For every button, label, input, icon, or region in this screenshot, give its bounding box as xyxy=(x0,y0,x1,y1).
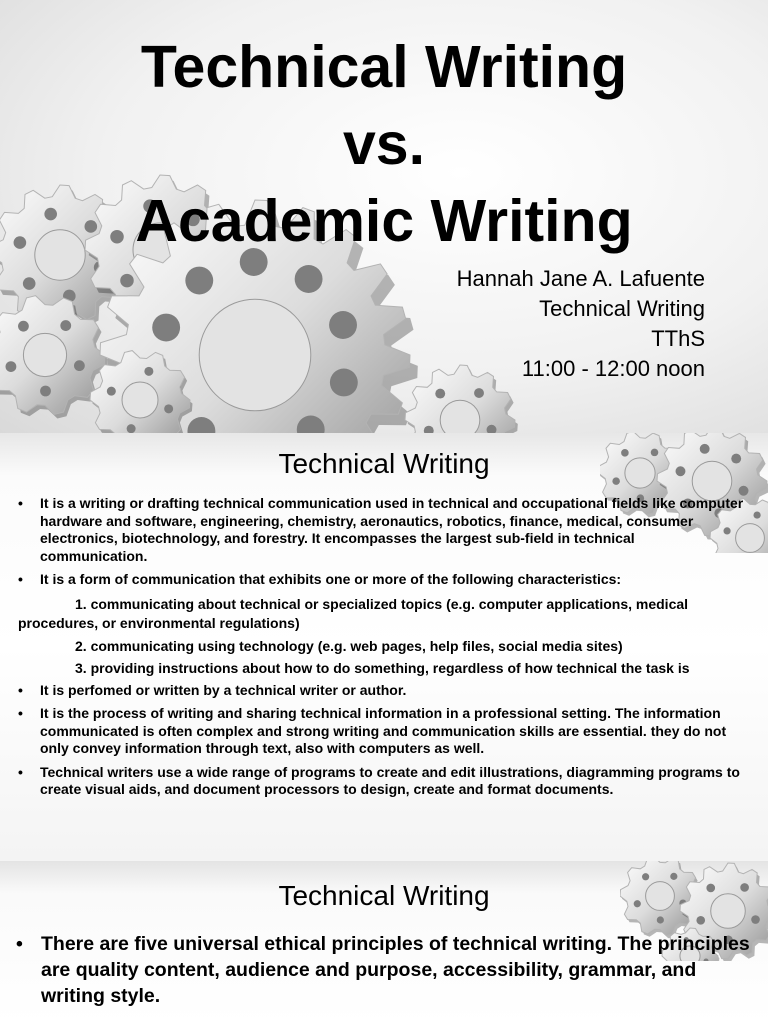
title-line-3: Academic Writing xyxy=(135,188,633,254)
title-slide xyxy=(0,0,768,433)
author-block xyxy=(457,264,705,384)
bullet-item: • It is the process of writing and sharing technical information in a professional setting. The information communicated is often complex and strong writing and communication skills are essential. they do not only convey information through text, also with computers as well. xyxy=(18,705,744,758)
slide-title: Technical Writing xyxy=(278,880,490,911)
bullet-item: • It is perfomed or written by a technical writer or author. xyxy=(18,682,744,700)
numbered-item: 2. communicating using technology (e.g. web pages, help files, social media sites) xyxy=(75,637,623,654)
title-line-1: Technical Writing xyxy=(140,34,628,100)
author-name: Hannah Jane A. Lafuente xyxy=(456,266,705,291)
bullet-item: • There are five universal ethical principles of technical writing. The principles are quality content, audience and purpose, accessibility, grammar, and writing style. xyxy=(16,931,752,1009)
schedule-time: 11:00 - 12:00 noon xyxy=(521,356,705,381)
bullet-list xyxy=(18,495,744,805)
title-line-2: vs. xyxy=(342,111,426,177)
slide-title: Technical Writing xyxy=(278,448,490,479)
numbered-item: 3. providing instructions about how to do something, regardless of how technical the task is xyxy=(75,660,690,676)
numbered-item: 1. communicating about technical or specialized topics (e.g. computer applications, medical procedures, or environmental regulations) xyxy=(18,595,689,631)
course-name: Technical Writing xyxy=(539,296,705,321)
bullet-item: • Technical writers use a wide range of programs to create and edit illustrations, diagramming programs to create visual aids, and document processors to design, create and format documents. xyxy=(18,764,744,799)
bullet-item: • It is a form of communication that exhibits one or more of the following characteristics: xyxy=(18,571,744,589)
content-slide-1 xyxy=(0,433,768,861)
bullet-item: • It is a writing or drafting technical communication used in technical and occupational fields like computer hardware and software, engineering, chemistry, aeronautics, robotics, finance, medical, consumer electronics, biotechnology, and forestry. It encompasses the largest sub-field in technical communication. xyxy=(18,495,744,565)
schedule-days: TThS xyxy=(651,326,705,351)
bullet-list xyxy=(16,931,752,1009)
content-slide-2 xyxy=(0,861,768,1024)
